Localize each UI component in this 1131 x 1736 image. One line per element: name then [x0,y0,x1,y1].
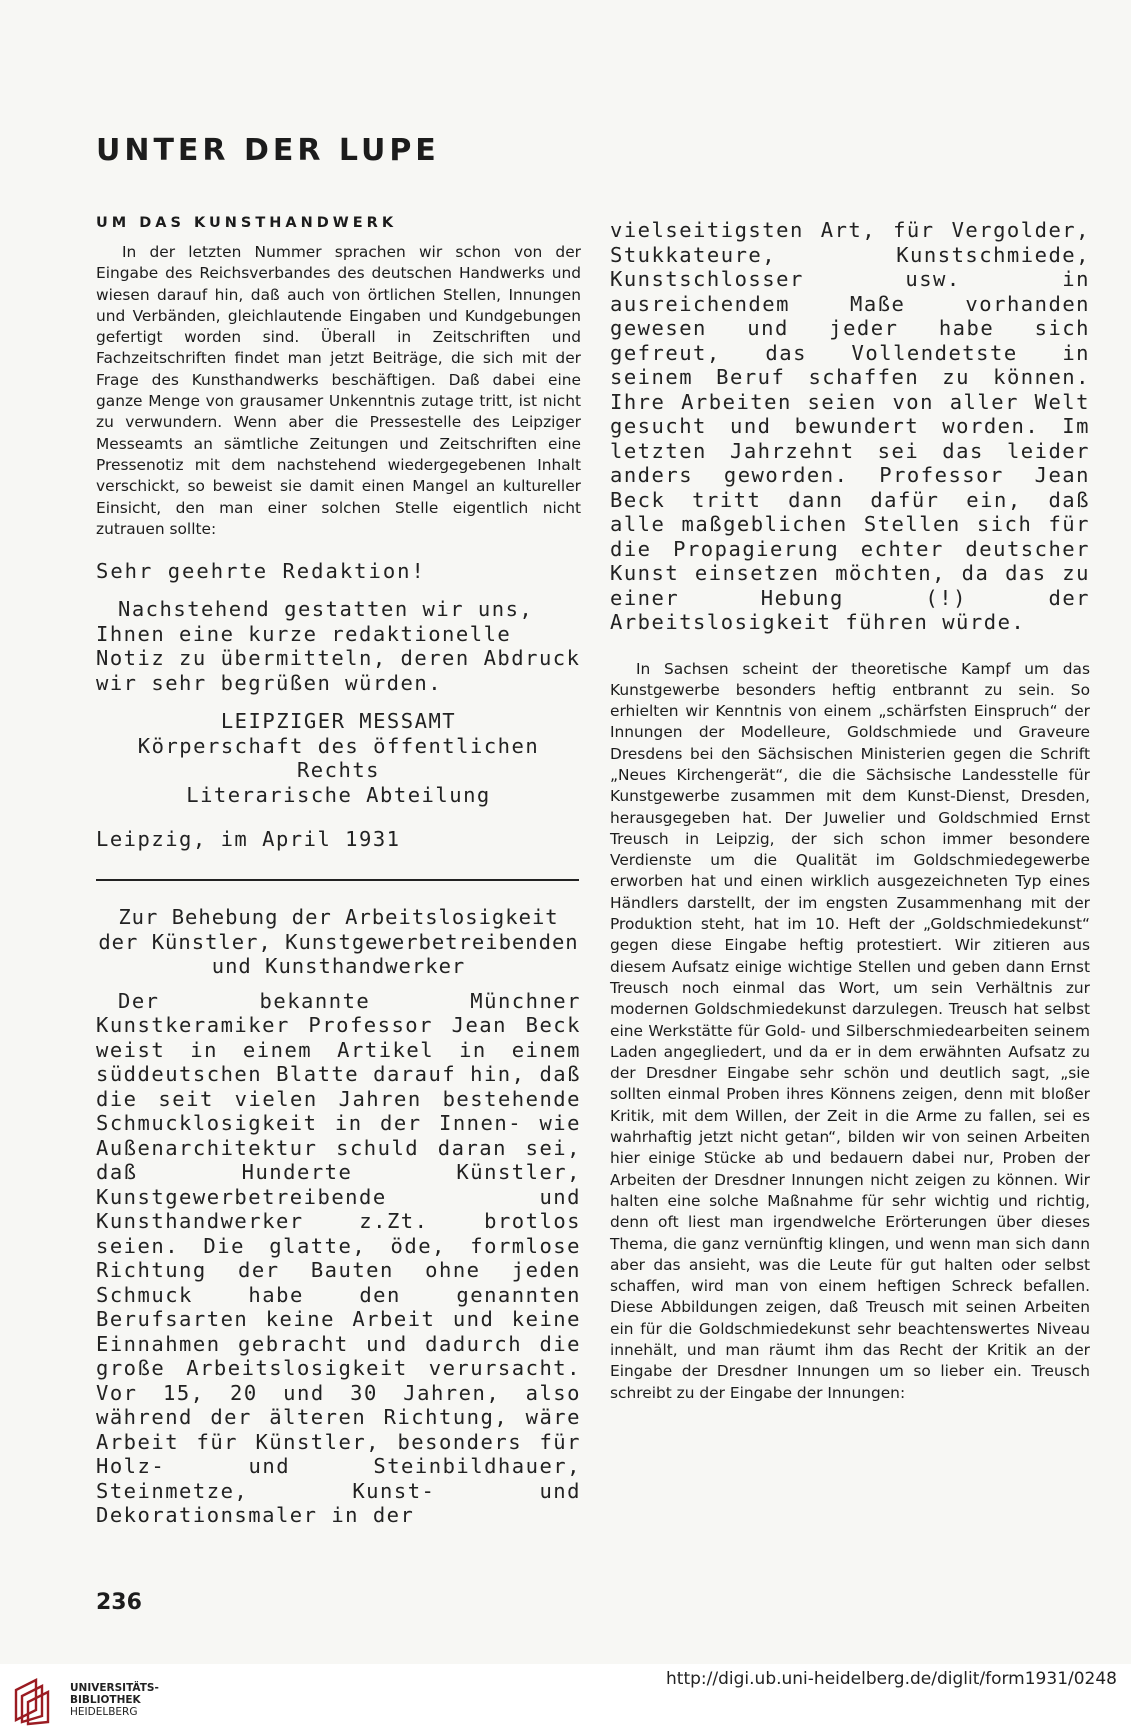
footer-bar [0,1664,1131,1736]
saxony-paragraph: In Sachsen scheint der theoretische Kampf um das Kunstgewerbe besonders heftig entbrannt zu sein. So erhielten wir Kenntnis von einem „schärfsten Einspruch“ der Innungen der Modelleure, Goldschmiede und Graveure Dresdens bei den Sächsischen Ministerien gegen die Schrift „Neues Kirchengerät“, die die Sächsische Landesstelle für Kunstgewerbe zusammen mit dem Kunst-Dienst, Dresden, herausgegeben hat. Der Juwelier und Goldschmied Ernst Treusch in Leipzig, der sich schon immer besondere Verdienste um die Qualität im Goldschmiedegewerbe erworben hat und einen wirklich ausgezeichneten Typ eines Händlers darstellt, der im engsten Zusammenhang mit der Produktion steht, hat im 10. Heft der „Goldschmiedekunst“ gegen diese Eingabe heftig protestiert. Wir zitieren aus diesem Aufsatz einige wichtige Stellen und geben dann Ernst Treusch noch einmal das Wort, um sein Verhältnis zur modernen Goldschmiedekunst darzulegen. Treusch hat selbst eine Werkstätte für Gold- und Silberschmiedearbeiten seinem Laden angegliedert, und da er in dem erwähnten Aufsatz zu der Dresdner Eingabe sehr schön und deutlich sagt, „sie sollten einmal Proben ihres Könnens zeigen, denn mit bloßer Kritik, mit dem Willen, der Zeit in die Arme zu fallen, sei es wahrhaftig jetzt nicht getan“, bilden wir von seinen Arbeiten hier einige Stücke ab und bedauern dabei nur, Proben der Arbeiten der Dresdner Innungen nicht zeigen zu können. Wir halten eine solche Maßnahme für sehr wichtig und richtig, denn oft liest man irgendwelche Erörterungen über dieses Thema, die ganz vernünftig klingen, und wenn man sich dann aber das ansieht, was die Leute für gut halten oder selbst schaffen, wird man von einem heftigen Schreck befallen. Diese Abbildungen zeigen, daß Treusch mit seinen Arbeiten ein für die Goldschmiedekunst sehr beachtenswertes Niveau innehält, und man räumt ihm das Recht der Kritik an der Eingabe der Dresdner Innungen um so lieber ein. Treusch schreibt zu der Eingabe der Innungen: [610,659,1090,1402]
library-line-1: UNIVERSITÄTS- [70,1682,159,1694]
library-line-2: BIBLIOTHEK [70,1694,141,1706]
right-column [610,210,1090,1404]
notice-body: Der bekannte Münchner Kunstkeramiker Professor Jean Beck weist in einem Artikel in einem süddeutschen Blatte darauf hin, daß die seit vielen Jahren bestehende Schmucklosigkeit in der Innen- wie Außenarchitektur schuld daran sei, daß Hunderte Künstler, Kunstgewerbetreibende und Kunsthandwerker z.Zt. brotlos seien. Die glatte, öde, formlose Richtung der Bauten ohne jeden Schmuck habe den genannten Berufsarten keine Arbeit und keine Einnahmen gebracht und dadurch die große Arbeitslosigkeit verursacht. Vor 15, 20 und 30 Jahren, also während der älteren Richtung, wäre Arbeit für Künstler, besonders für Holz- und Steinbildhauer, Steinmetze, Kunst- und Dekorationsmaler in der [96,988,581,1528]
sender-body: Körperschaft des öffentlichen Rechts [137,733,540,783]
library-line-3: HEIDELBERG [70,1706,138,1718]
notice-heading: Zur Behebung der Arbeitslosigkeit der Künstler, Kunstgewerbetreibenden und Kunsthandwerker [98,905,579,979]
left-column [96,210,581,1528]
letter-paragraph: Nachstehend gestatten wir uns, Ihnen eine kurze redaktionelle Notiz zu übermitteln, deren Abdruck wir sehr begrüßen würden. [96,597,581,695]
page-title: UNTER DER LUPE [96,133,440,168]
source-url[interactable]: http://digi.ub.uni-heidelberg.de/diglit/form1931/0248 [666,1669,1117,1689]
letter-date: Leipzig, im April 1931 [96,827,401,852]
page-number: 236 [96,1590,142,1615]
section-heading: UM DAS KUNSTHANDWERK [96,215,398,231]
divider [96,879,579,881]
notice-body-continued: vielseitigsten Art, für Vergolder, Stukkateure, Kunstschmiede, Kunstschlosser usw. in ausreichendem Maße vorhanden gewesen und jeder habe sich gefreut, das Vollendetste in seinem Beruf schaffen zu können. Ihre Arbeiten seien von aller Welt gesucht und bewundert worden. Im letzten Jahrzehnt sei das leider anders geworden. Professor Jean Beck tritt dann dafür ein, daß alle maßgeblichen Stellen sich für die Propagierung echter deutscher Kunst einsetzen möchten, da das zu einer Hebung (!) der Arbeitslosigkeit führen würde. [610,218,1090,634]
intro-paragraph: In der letzten Nummer sprachen wir schon von der Eingabe des Reichsverbandes des deutschen Handwerks und wiesen darauf hin, daß auch von örtlichen Stellen, Innungen und Verbänden, gleichlautende Eingaben und Kundgebungen gefertigt worden sind. Überall in Zeitschriften und Fachzeitschriften findet man jetzt Beiträge, die sich mit der Frage des Kunsthandwerks beschäftigen. Daß dabei eine ganze Menge von grausamer Unkenntnis zutage tritt, ist nicht zu verwundern. Wenn aber die Pressestelle des Leipziger Messeamts an sämtliche Zeitungen und Zeitschriften eine Pressenotiz mit dem nachstehend wiedergegebenen Inhalt verschickt, so beweist sie damit einen Mangel an kultureller Einsicht, den man einer solchen Stelle eigentlich nicht zutrauen sollte: [96,243,581,538]
letter-sender [96,709,581,807]
letter-salutation: Sehr geehrte Redaktion! [96,559,426,584]
library-logo-icon [10,1674,62,1726]
sender-name: LEIPZIGER MESSAMT [220,709,457,734]
sender-department: Literarische Abteilung [186,782,491,807]
library-name [70,1682,159,1718]
